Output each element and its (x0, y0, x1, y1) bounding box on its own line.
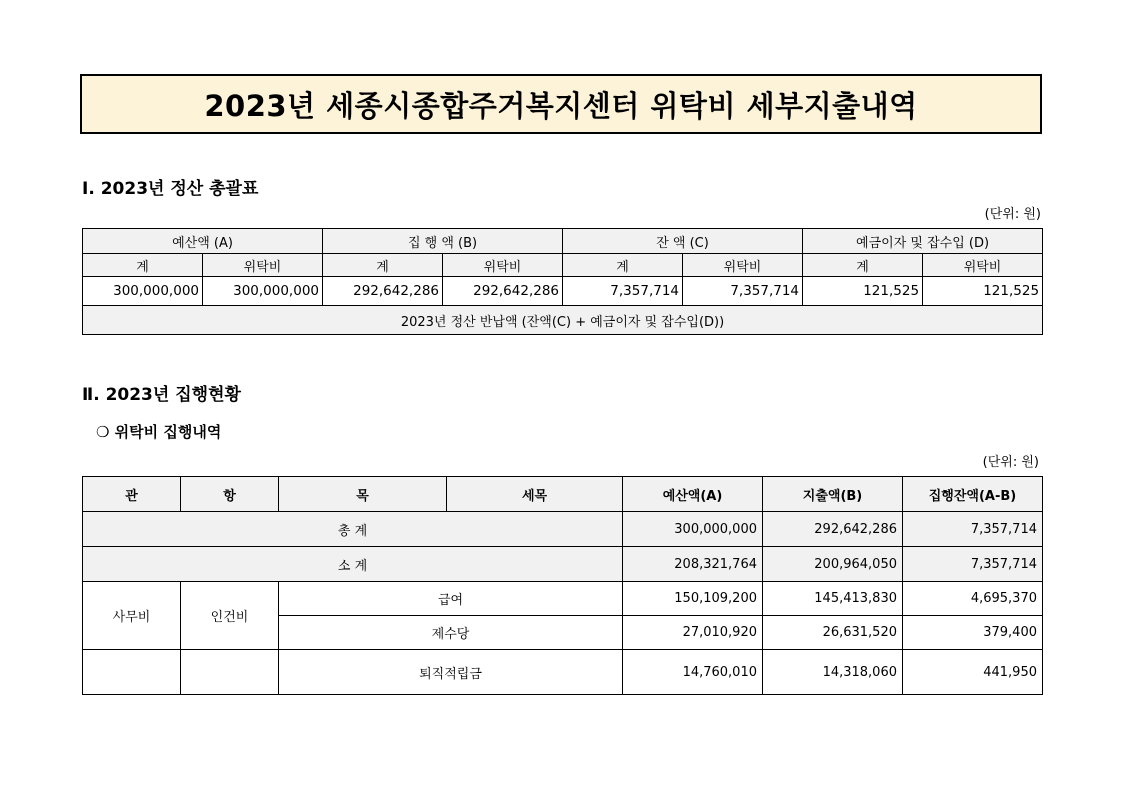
total-remaining: 7,357,714 (903, 512, 1043, 547)
header-gwan: 관 (83, 477, 181, 512)
execution-table (82, 476, 1043, 695)
row-budget: 14,760,010 (623, 650, 763, 695)
summary-value: 292,642,286 (323, 277, 443, 306)
execution-header-row (83, 477, 1043, 512)
total-label: 총 계 (83, 512, 623, 547)
summary-footer-row (83, 306, 1043, 335)
summary-subheader: 위탁비 (683, 254, 803, 277)
summary-subheader: 계 (563, 254, 683, 277)
section1-heading: Ⅰ. 2023년 정산 총괄표 (82, 179, 259, 199)
summary-subheader: 계 (83, 254, 203, 277)
header-budget: 예산액(A) (623, 477, 763, 512)
empty-gwan-cell (83, 650, 181, 695)
summary-subheader-row (83, 254, 1043, 277)
summary-value: 292,642,286 (443, 277, 563, 306)
page-title: 2023년 세종시종합주거복지센터 위탁비 세부지출내역 (80, 74, 1042, 134)
summary-group-header-row (83, 229, 1043, 254)
summary-group-interest: 예금이자 및 잡수입 (D) (803, 229, 1043, 254)
mok-cell: 퇴직적립금 (279, 650, 623, 695)
header-remaining: 집행잔액(A-B) (903, 477, 1043, 512)
summary-values-row (83, 277, 1043, 306)
section1-unit: (단위: 원) (984, 207, 1041, 222)
summary-subheader: 계 (323, 254, 443, 277)
row-remaining: 441,950 (903, 650, 1043, 695)
subtotal-label: 소 계 (83, 547, 623, 582)
subtotal-budget: 208,321,764 (623, 547, 763, 582)
subtotal-row (83, 547, 1043, 582)
total-spent: 292,642,286 (763, 512, 903, 547)
empty-hang-cell (181, 650, 279, 695)
summary-value: 7,357,714 (563, 277, 683, 306)
row-remaining: 4,695,370 (903, 582, 1043, 616)
hang-cell: 인건비 (181, 582, 279, 650)
row-remaining: 379,400 (903, 616, 1043, 650)
row-budget: 27,010,920 (623, 616, 763, 650)
total-budget: 300,000,000 (623, 512, 763, 547)
summary-value: 7,357,714 (683, 277, 803, 306)
summary-subheader: 위탁비 (203, 254, 323, 277)
row-spent: 14,318,060 (763, 650, 903, 695)
table-row (83, 582, 1043, 616)
total-row (83, 512, 1043, 547)
section2-subheading: ❍ 위탁비 집행내역 (96, 423, 222, 441)
row-spent: 145,413,830 (763, 582, 903, 616)
mok-cell: 급여 (279, 582, 623, 616)
row-budget: 150,109,200 (623, 582, 763, 616)
summary-group-budget: 예산액 (A) (83, 229, 323, 254)
summary-subheader: 계 (803, 254, 923, 277)
header-mok: 목 (279, 477, 447, 512)
summary-footer: 2023년 정산 반납액 (잔액(C) + 예금이자 및 잡수입(D)) (83, 306, 1043, 335)
section2-unit: (단위: 원) (982, 455, 1039, 470)
header-hang: 항 (181, 477, 279, 512)
table-row (83, 650, 1043, 695)
summary-table (82, 228, 1043, 335)
summary-subheader: 위탁비 (443, 254, 563, 277)
mok-cell: 제수당 (279, 616, 623, 650)
summary-group-executed: 집 행 액 (B) (323, 229, 563, 254)
summary-value: 121,525 (923, 277, 1043, 306)
summary-value: 300,000,000 (203, 277, 323, 306)
subtotal-spent: 200,964,050 (763, 547, 903, 582)
summary-value: 121,525 (803, 277, 923, 306)
subtotal-remaining: 7,357,714 (903, 547, 1043, 582)
gwan-cell: 사무비 (83, 582, 181, 650)
summary-group-balance: 잔 액 (C) (563, 229, 803, 254)
header-spent: 지출액(B) (763, 477, 903, 512)
summary-value: 300,000,000 (83, 277, 203, 306)
summary-subheader: 위탁비 (923, 254, 1043, 277)
row-spent: 26,631,520 (763, 616, 903, 650)
section2-heading: Ⅱ. 2023년 집행현황 (82, 385, 241, 405)
header-semok: 세목 (447, 477, 623, 512)
